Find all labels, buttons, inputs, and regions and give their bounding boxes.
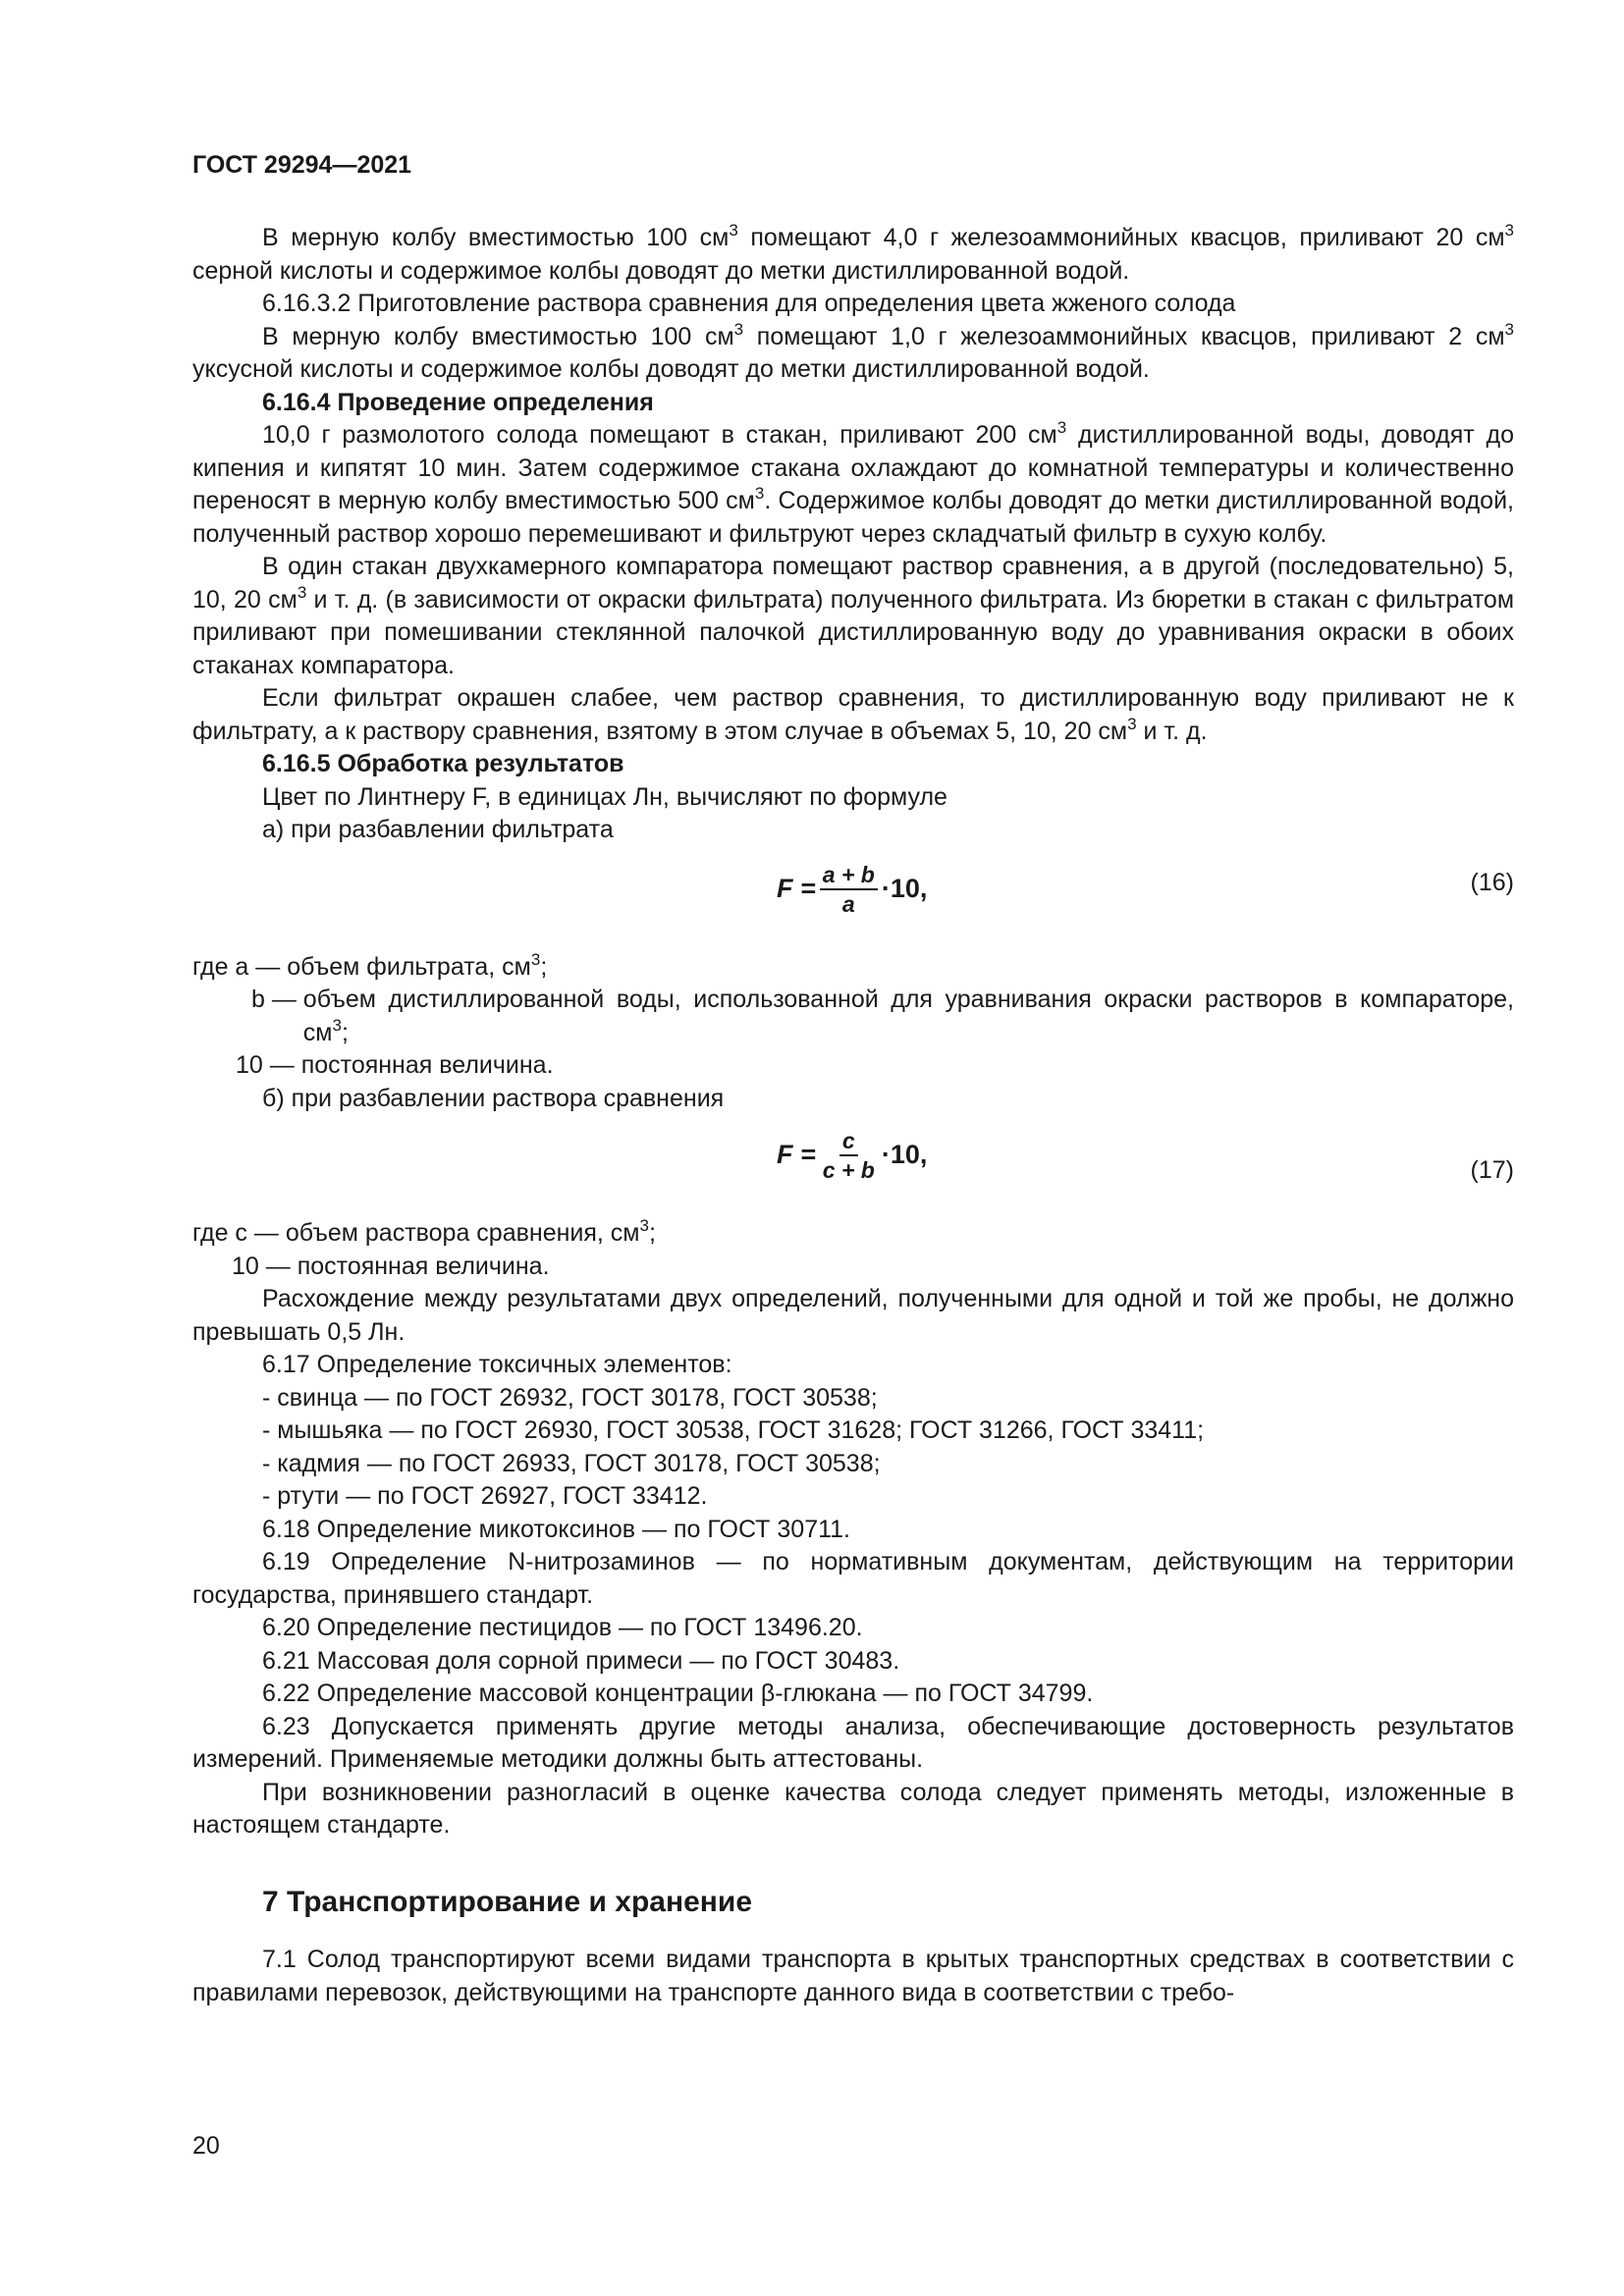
paragraph: Расхождение между результатами двух определений, полученными для одной и той же пробы, не должно превышать 0,5 Лн. <box>192 1285 1514 1346</box>
paragraph: 6.20 Определение пестицидов — по ГОСТ 13496.20. <box>262 1614 863 1641</box>
formula-fraction <box>820 1127 878 1184</box>
document-header: ГОСТ 29294—2021 <box>192 151 412 179</box>
paragraph: 6.19 Определение N-нитрозаминов — по нормативным документам, действующим на территории государства, принявшего стандарт. <box>192 1548 1514 1609</box>
list-item: - мышьяка — по ГОСТ 26930, ГОСТ 30538, ГОСТ 31628; ГОСТ 31266, ГОСТ 33411; <box>262 1416 1205 1444</box>
where-label: 10 — <box>232 1252 298 1280</box>
paragraph: В один стакан двухкамерного компаратора помещают раствор сравнения, а в другой (последовательно) 5, 10, 20 $см^3$ и т. д. (в зависимости от окраски фильтрата) полученного фильтрата. Из бюретки в стакан с фильтратом приливают при помешивании стеклянной палочкой дистиллированную воду до уравнивания окраски в обоих стаканах компаратора. <box>192 553 1515 679</box>
where-text: постоянная величина. <box>300 1051 554 1079</box>
list-item: - ртути — по ГОСТ 26927, ГОСТ 33412. <box>262 1482 708 1510</box>
where-item <box>192 1251 1514 1284</box>
formula-16 <box>192 861 1514 930</box>
formula-expression <box>777 1127 927 1184</box>
formula-tail: ·10, <box>881 1140 928 1170</box>
where-text: постоянная величина. <box>297 1252 550 1280</box>
where-item <box>192 1217 1514 1251</box>
formula-fraction <box>820 861 878 918</box>
where-text: объем фильтрата, $см^3$; <box>287 949 548 981</box>
paragraph: 7.1 Солод транспортируют всеми видами транспорта в крытых транспортных средствах в соответствии с правилами перевозок, действующими на транспорте данного вида в соответствии с требо- <box>192 1946 1514 2006</box>
paragraph: 6.21 Массовая доля сорной примеси — по ГОСТ 30483. <box>262 1646 900 1675</box>
page-number: 20 <box>192 2132 220 2160</box>
paragraph: В мерную колбу вместимостью 100 $см^3$ помещают 4,0 г железоаммонийных квасцов, приливают 20 $см^3$ серной кислоты и содержимое колбы доводят до метки дистиллированной водой. <box>192 221 1514 285</box>
formula-lhs: F = <box>777 873 816 903</box>
where-label: где c — <box>192 1219 286 1247</box>
formula-tail: ·10, <box>881 873 928 903</box>
paragraph: 6.17 Определение токсичных элементов: <box>262 1351 732 1378</box>
where-item <box>192 951 1514 985</box>
subsection-heading: 6.16.5 Обработка результатов <box>262 750 624 777</box>
paragraph: 6.22 Определение массовой концентрации β-глюкана — по ГОСТ 34799. <box>262 1680 1094 1707</box>
paragraph: 10,0 г размолотого солода помещают в стакан, приливают 200 $см^3$ дистиллированной воды, доводят до кипения и кипятят 10 мин. Затем содержимое стакана охлаждают до комнатной температуры и количественно переносят в мерную колбу вместимостью 500 $см^3$. Содержимое колбы доводят до метки дистиллированной водой, полученный раствор хорошо перемешивают и фильтруют через складчатый фильтр в сухую колбу. <box>192 418 1514 548</box>
equation-number: (17) <box>1470 1156 1514 1184</box>
formula-17 <box>192 1127 1514 1196</box>
where-label: где a — <box>192 952 288 981</box>
formula-numerator: c <box>839 1127 858 1156</box>
formula-expression <box>777 861 927 918</box>
paragraph: При возникновении разногласий в оценке качества солода следует применять методы, изложенные в настоящем стандарте. <box>192 1778 1514 1839</box>
list-item: - кадмия — по ГОСТ 26933, ГОСТ 30178, ГОСТ 30538; <box>262 1449 881 1477</box>
paragraph: 6.18 Определение микотоксинов — по ГОСТ 30711. <box>262 1515 850 1543</box>
where-text: объем дистиллированной воды, использованной для уравнивания окраски растворов в компараторе, $см^3$; <box>302 986 1514 1046</box>
paragraph: 6.16.3.2 Приготовление раствора сравнения для определения цвета жженого солода <box>262 290 1236 317</box>
list-item: - свинца — по ГОСТ 26932, ГОСТ 30178, ГОСТ 30538; <box>262 1383 878 1412</box>
formula-denominator: a <box>841 890 855 917</box>
where-item <box>192 1049 1514 1083</box>
paragraph: а) при разбавлении фильтрата <box>262 816 614 843</box>
where-text: объем раствора сравнения, $см^3$; <box>285 1216 656 1247</box>
paragraph: б) при разбавлении раствора сравнения <box>262 1084 725 1112</box>
paragraph: Если фильтрат окрашен слабее, чем раствор сравнения, то дистиллированную воду приливают не к фильтрату, а к раствору сравнения, взятому в этом случае в объемах 5, 10, 20 $см^3$ и т. д. <box>192 684 1514 745</box>
document-body <box>192 222 1514 2009</box>
where-item <box>192 984 1514 1049</box>
paragraph: В мерную колбу вместимостью 100 $см^3$ помещают 1,0 г железоаммонийных квасцов, приливают 2 $см^3$ уксусной кислоты и содержимое колбы доводят до метки дистиллированной водой. <box>192 319 1514 383</box>
subsection-heading: 6.16.4 Проведение определения <box>262 388 654 416</box>
formula-numerator: a + b <box>820 861 878 890</box>
paragraph: Цвет по Линтнеру F, в единицах Лн, вычисляют по формуле <box>262 782 947 811</box>
paragraph: 6.23 Допускается применять другие методы анализа, обеспечивающие достоверность результатов измерений. Применяемые методики должны быть аттестованы. <box>192 1712 1514 1773</box>
section-heading: 7 Транспортирование и хранение <box>262 1885 753 1918</box>
formula-denominator: c + b <box>822 1157 875 1183</box>
formula-lhs: F = <box>777 1140 816 1170</box>
equation-number: (16) <box>1470 868 1514 896</box>
where-label: 10 — <box>236 1051 301 1079</box>
where-label: b — <box>251 986 303 1013</box>
